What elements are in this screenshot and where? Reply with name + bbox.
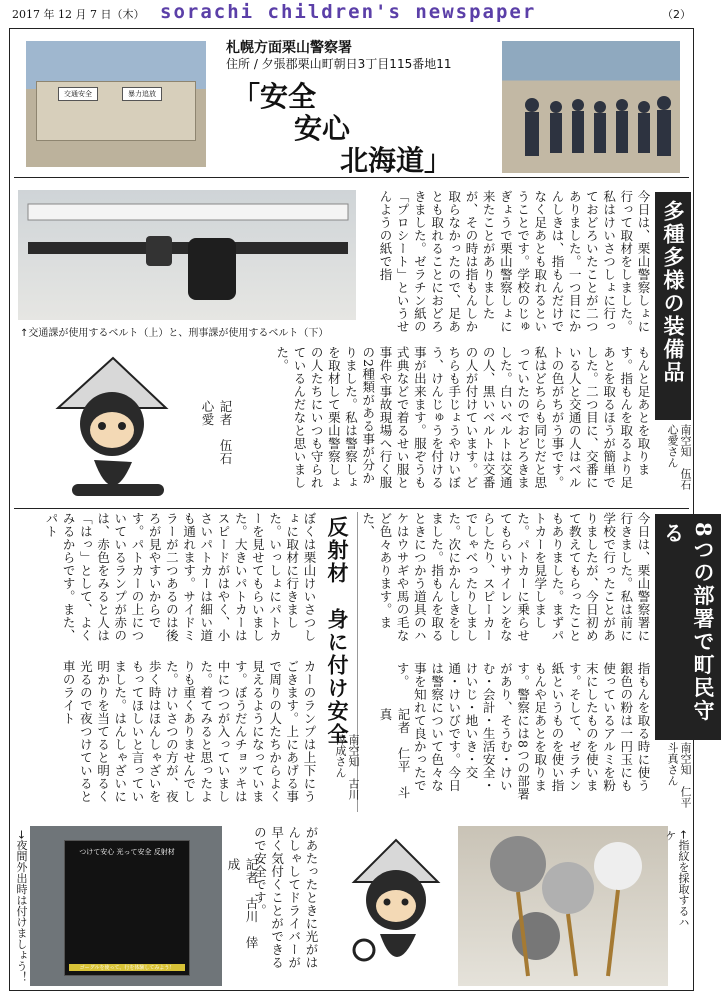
belt-photo xyxy=(18,190,356,320)
slogan-line-3: 北海道」 xyxy=(340,144,453,177)
page-number: （2） xyxy=(662,8,691,21)
article3-column-bottom: カーのランプは上下にうごきます。上にあげる事で周りの人たちからよく見えるようになっています。ぼうだんチョッキは中につつが入っていました。着てみると思ったよりも重くありませんでした。けいさつの方が、夜歩く時はほんしゃざいをもってほしいと言っていました。はんしゃざいに明かりを当てると明るく光るので夜つけていると車のライト xyxy=(61,660,317,803)
slogan-line-1: 「安全 xyxy=(232,80,317,113)
article3-column-last: があたったときに光がはんしゃしてドライバーが早く気付くことができるので安全です。 xyxy=(252,826,319,969)
group-photo xyxy=(502,41,680,173)
article2-writer: 記者 仁平 斗真 xyxy=(378,708,411,799)
people-silhouettes xyxy=(502,41,680,173)
section-divider xyxy=(14,508,689,509)
reflector-photo-caption: →夜間外出時は付けましょう！ xyxy=(15,830,28,983)
newspaper-title: sorachi children's newspaper xyxy=(160,1,537,23)
brush-photo-caption: ←指紋を採取するハケ xyxy=(664,830,690,928)
reflector-board-photo xyxy=(30,826,222,986)
police-station-photo xyxy=(26,41,206,167)
article1-column-top: 今日は、栗山警察しょに行って取材をしました。私はけいさつしょに行っておどろいたことが二つありました。一つ目にかんしきは、指もんだけでなく足あとも取れるということです。学校のじゅぎょうで栗山警察しょに来たことがありましたが、その時は指もんしか取らなかったので、足あとも取れることにおどろきました。ゼラチン紙の「プロシート」というせんようの紙で指 xyxy=(377,190,651,333)
sign-traffic-safety: 交通安全 xyxy=(58,87,98,101)
article1-author-tag: 南空知 伍石心愛さん xyxy=(666,424,692,490)
board-title: つけて安心 光って安全 反射材 xyxy=(79,848,175,856)
article1-writer: 記者 伍石 心愛 xyxy=(200,400,233,478)
belt-photo-caption: ↑交通課が使用するベルト（上）と、刑事課が使用するベルト（下） xyxy=(20,328,329,339)
article2-column-bottom: 指もんを取る時に使う銀色の粉は一円玉にも使っているアルミを粉末にしたものを使います。そして、ゼラチン紙というものを使い指もんや足あとを取ります。警察には8つの部署があり、そうむ・けいむ・会計・生活安全・けいじ・地いき・交通・けいびです。今日は警察について色々な事を知れて良かったです。 xyxy=(395,662,651,801)
station-box xyxy=(14,33,689,178)
article3-author-tag: 南空知 古川倖成さん xyxy=(334,734,360,800)
brushes-illustration xyxy=(458,826,668,986)
mascot-detective-icon xyxy=(340,830,450,980)
slogan-line-2: 安心 xyxy=(294,112,351,145)
article3-column-top: ぼくは栗山けいさつしょに取材に行きました。いっしょにパトカーを見せてもらいました。大きいパトカーはスピードがはやく、小さいパトカーは細い道も通れます。サイドミラーが二つあるのは後ろが見やすいからです。パトカーの上についているランプが赤のは、赤色をみると人は「はっ」として、よくみるからです。また、パト xyxy=(43,512,317,642)
article3-writer: 記者 古川 倖成 xyxy=(226,858,259,949)
station-name: 札幌方面栗山警察署 xyxy=(226,40,352,56)
station-address: 住所 / 夕張郡栗山町朝日3丁目115番地11 xyxy=(226,57,452,71)
article2-author-tag: 南空知 仁平斗真さん xyxy=(666,742,692,808)
fingerprint-brush-photo xyxy=(458,826,668,986)
article3-headline: 反射材 身に付け安全 xyxy=(325,516,350,746)
article1-headline: 多種多様の装備品 xyxy=(655,192,691,420)
belts-illustration xyxy=(18,190,356,320)
article1-column-bottom: もんと足あとを取ります。指もんを取るより足あとを取るほうが簡単でした。二つ目に、交番にいる人と交通の人はベルトの色がちがう事です。私はどちらも同じだと思っていたのでおどろきました。白いベルトは交通の人、黒いベルトは交番の人が付けています。どちらも手じょうやけいぼう、けんじゅうを付ける事が出来ます。服ぞうも式典などで着るせい服と事件や事故現場へ行く服の2種類がある事が分かりました。私は警察しょを取材して栗山警察しょの人たちにいつも守られているんだなと思いました。 xyxy=(274,346,651,489)
board-footer: ゴーグルを使って、行を体験してみよう！ xyxy=(69,964,185,971)
issue-date: 2017 年 12 月 7 日（木） xyxy=(12,8,145,21)
slogan xyxy=(232,75,494,177)
sign-anti-violence: 暴力追放 xyxy=(122,87,162,101)
article2-headline: 8つの部署で町民守る xyxy=(655,514,721,740)
reflector-board xyxy=(64,840,190,976)
mascot-icon xyxy=(38,340,188,510)
article2-column-top: 今日は、栗山警察署に行きました。私は前に学校で行ったことがありましたが、今日初めて教えてもらったこともありました。まずパトカーを見学しました。パトカーに乗らせてもらいサイレンをならしたり、スピーカーでしゃべったりしました。次にかんしきをしました。指もんを取るときにつかう道具のハケはウサギや馬の毛など色々あります。また、 xyxy=(360,512,651,642)
